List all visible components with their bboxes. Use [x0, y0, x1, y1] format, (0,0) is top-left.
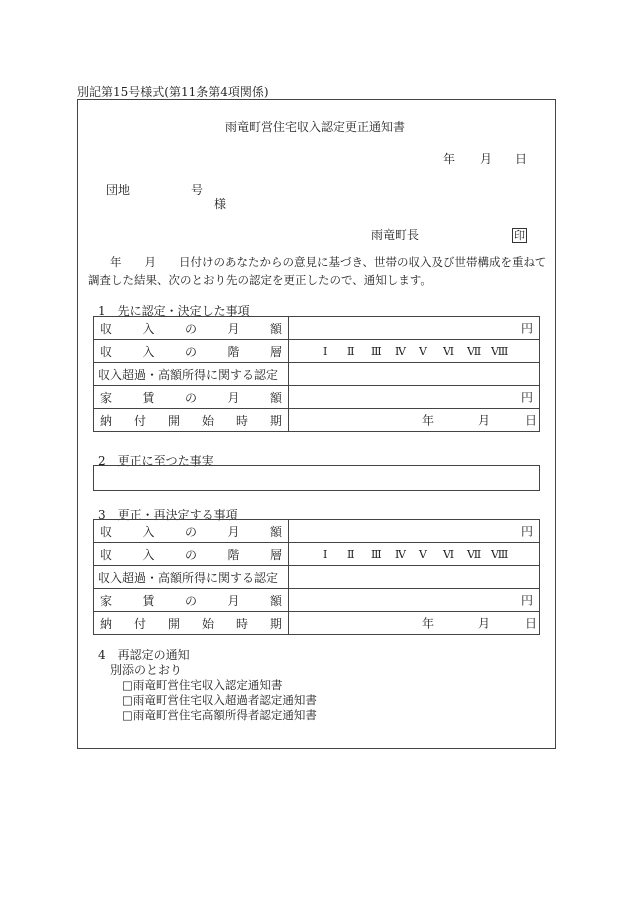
income-level-option[interactable]: Ⅵ — [443, 344, 455, 358]
label-char: 付 — [133, 616, 146, 631]
section1-table — [93, 316, 540, 432]
row-value-field[interactable] — [289, 566, 540, 589]
label-char: 階 — [227, 344, 240, 359]
label-char: 期 — [269, 616, 282, 631]
section2-facts-box — [93, 465, 540, 491]
income-level-option[interactable]: Ⅲ — [371, 344, 382, 358]
income-level-option[interactable]: Ⅱ — [347, 344, 355, 358]
label-char: 額 — [269, 321, 282, 336]
row-value-field[interactable] — [289, 409, 540, 432]
label-char: 層 — [269, 344, 282, 359]
row-value-field[interactable] — [289, 340, 540, 363]
row-value-field[interactable] — [289, 317, 540, 340]
row-label — [94, 543, 289, 566]
section4-heading: 4 再認定の通知 — [98, 648, 190, 662]
date-unit: 日 — [525, 413, 538, 428]
yen-unit: 円 — [520, 390, 533, 405]
table-row — [94, 520, 540, 543]
label-char: の — [184, 547, 197, 562]
label-char: の — [184, 524, 197, 539]
addressee-sama: 様 — [214, 197, 227, 211]
yen-unit: 円 — [520, 321, 533, 336]
label-char: 入 — [142, 344, 155, 359]
date-unit: 月 — [478, 616, 491, 631]
label-char: 額 — [269, 593, 282, 608]
label-char: 収 — [100, 321, 113, 336]
table-row — [94, 340, 540, 363]
label-char: 始 — [201, 616, 214, 631]
date-month-label: 月 — [480, 152, 493, 166]
row-label — [94, 340, 289, 363]
date-unit: 年 — [422, 616, 435, 631]
section3-heading: 3 更正・再決定する事項 — [98, 508, 238, 522]
label-char: 階 — [227, 547, 240, 562]
income-level-option[interactable]: Ⅴ — [419, 547, 427, 561]
row-label — [94, 317, 289, 340]
income-level-option[interactable]: Ⅱ — [347, 547, 355, 561]
label-char: 入 — [142, 321, 155, 336]
row-value-field[interactable] — [289, 612, 540, 635]
body-paragraph: 年 月 日付けのあなたからの意見に基づき、世帯の収入及び世帯構成を重ねて調査した結果、次のとおり先の認定を更正したので、通知します。 — [88, 255, 547, 287]
income-level-option[interactable]: Ⅴ — [419, 344, 427, 358]
seal-mark — [512, 224, 527, 243]
notice-option-2[interactable]: □雨竜町営住宅収入超過者認定通知書 — [122, 693, 317, 707]
label-char: の — [184, 390, 197, 405]
label-char: 月 — [227, 524, 240, 539]
row-label — [94, 520, 289, 543]
income-level-option[interactable]: Ⅶ — [467, 344, 482, 358]
section3-table — [93, 519, 540, 635]
table-row — [94, 612, 540, 635]
sender-name: 雨竜町長 — [371, 228, 420, 242]
date-year-label: 年 — [443, 152, 456, 166]
label-char: 開 — [167, 413, 180, 428]
income-level-option[interactable]: Ⅲ — [371, 547, 382, 561]
row-label — [94, 589, 289, 612]
label-char: 月 — [227, 321, 240, 336]
form-caption: 別記第15号様式(第11条第4項関係) — [77, 85, 269, 99]
income-level-option[interactable]: Ⅰ — [323, 547, 328, 561]
label-char: 額 — [269, 524, 282, 539]
table-row — [94, 386, 540, 409]
row-value-field[interactable] — [289, 543, 540, 566]
section1-heading: 1 先に認定・決定した事項 — [98, 304, 250, 318]
addressee-go: 号 — [191, 183, 204, 197]
label-char: 入 — [142, 547, 155, 562]
row-value-field[interactable] — [289, 386, 540, 409]
row-value-field[interactable] — [289, 363, 540, 386]
date-unit: 日 — [525, 616, 538, 631]
label-char: 月 — [227, 593, 240, 608]
label-char: 収 — [100, 344, 113, 359]
table-row — [94, 363, 540, 386]
label-text: 収入超過・高額所得に関する認定 — [98, 570, 279, 585]
label-char: 賃 — [142, 390, 155, 405]
income-level-option[interactable]: Ⅷ — [491, 344, 509, 358]
label-char: 納 — [100, 413, 113, 428]
seal-label: 印 — [514, 229, 525, 242]
table-row — [94, 566, 540, 589]
table-row — [94, 589, 540, 612]
label-char: 納 — [100, 616, 113, 631]
label-char: 時 — [235, 413, 248, 428]
addressee-danchi: 団地 — [106, 183, 131, 197]
income-level-option[interactable]: Ⅵ — [443, 547, 455, 561]
label-char: 収 — [100, 524, 113, 539]
notice-option-3[interactable]: □雨竜町営住宅高額所得者認定通知書 — [122, 708, 317, 722]
label-char: 時 — [235, 616, 248, 631]
label-char: の — [184, 593, 197, 608]
notice-option-1[interactable]: □雨竜町営住宅収入認定通知書 — [122, 678, 283, 692]
label-char: 付 — [133, 413, 146, 428]
income-level-option[interactable]: Ⅷ — [491, 547, 509, 561]
label-text: 収入超過・高額所得に関する認定 — [98, 367, 279, 382]
label-char: 入 — [142, 524, 155, 539]
table-row — [94, 317, 540, 340]
label-char: 額 — [269, 390, 282, 405]
row-label — [94, 566, 289, 589]
label-char: 賃 — [142, 593, 155, 608]
date-unit: 年 — [422, 413, 435, 428]
row-value-field[interactable] — [289, 520, 540, 543]
label-char: の — [184, 321, 197, 336]
income-level-option[interactable]: Ⅶ — [467, 547, 482, 561]
row-label — [94, 363, 289, 386]
row-label — [94, 409, 289, 432]
date-unit: 月 — [478, 413, 491, 428]
yen-unit: 円 — [520, 593, 533, 608]
label-char: 層 — [269, 547, 282, 562]
income-level-option[interactable]: Ⅳ — [395, 547, 406, 561]
section4-sub: 別添のとおり — [110, 663, 183, 677]
row-label — [94, 612, 289, 635]
yen-unit: 円 — [520, 524, 533, 539]
label-char: 家 — [100, 593, 113, 608]
row-value-field[interactable] — [289, 589, 540, 612]
section2-heading: 2 更正に至つた事実 — [98, 454, 214, 468]
label-char: 開 — [167, 616, 180, 631]
label-char: 始 — [201, 413, 214, 428]
row-label — [94, 386, 289, 409]
label-char: の — [184, 344, 197, 359]
table-row — [94, 409, 540, 432]
label-char: 月 — [227, 390, 240, 405]
date-day-label: 日 — [515, 152, 528, 166]
income-level-option[interactable]: Ⅳ — [395, 344, 406, 358]
income-level-option[interactable]: Ⅰ — [323, 344, 328, 358]
label-char: 収 — [100, 547, 113, 562]
label-char: 家 — [100, 390, 113, 405]
label-char: 期 — [269, 413, 282, 428]
document-title: 雨竜町営住宅収入認定更正通知書 — [224, 120, 405, 134]
table-row — [94, 543, 540, 566]
